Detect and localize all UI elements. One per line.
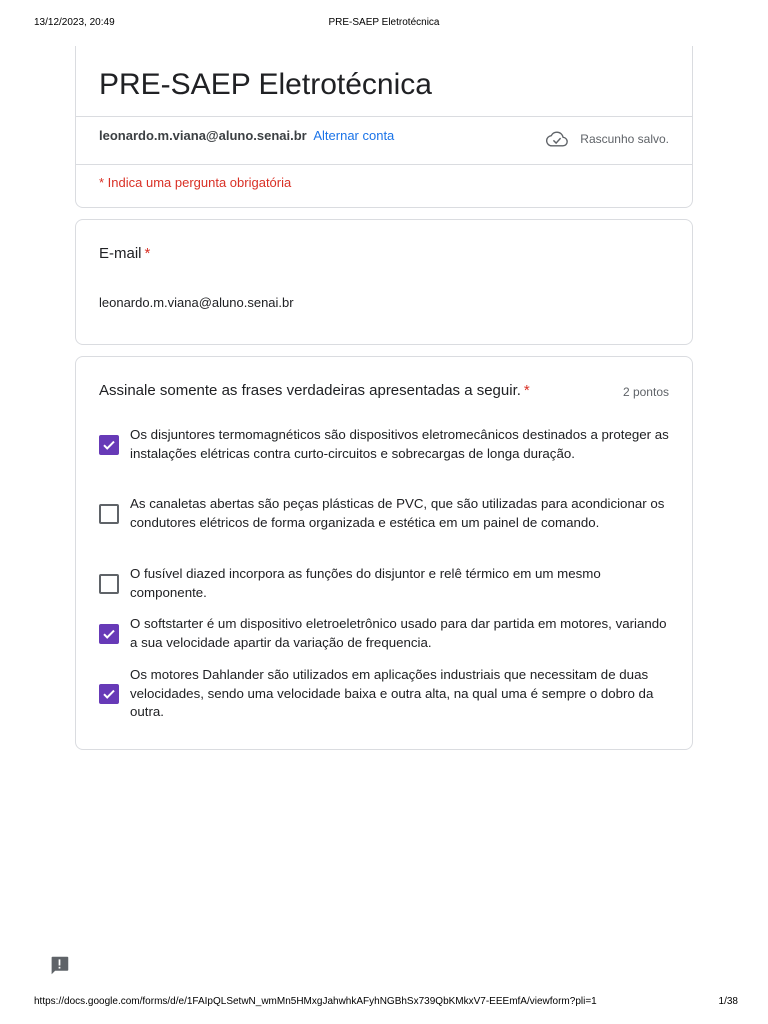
check-icon bbox=[102, 687, 116, 701]
email-question-card bbox=[75, 219, 693, 345]
question-points: 2 pontos bbox=[622, 385, 669, 399]
option-item[interactable] bbox=[99, 666, 669, 722]
cloud-check-icon bbox=[546, 130, 568, 148]
account-row bbox=[99, 127, 394, 145]
feedback-icon[interactable] bbox=[49, 955, 70, 976]
option-item[interactable] bbox=[99, 495, 669, 532]
check-icon bbox=[102, 627, 116, 641]
checkbox[interactable] bbox=[99, 504, 119, 524]
check-icon bbox=[102, 438, 116, 452]
checkbox[interactable] bbox=[99, 574, 119, 594]
option-label: Os motores Dahlander são utilizados em aplicações industriais que necessitam de duas velocidades, sendo uma velocidade baixa e outra alta, na qual uma é sempre o dobro da outra. bbox=[130, 667, 654, 719]
divider bbox=[76, 164, 692, 165]
draft-status bbox=[546, 130, 669, 148]
print-url: https://docs.google.com/forms/d/e/1FAIpQLSetwN_wmMn5HMxgJahwhkAFyhNGBhSx739QbKMkxV7-EEEmfA/viewform?pli=1 bbox=[34, 996, 597, 1007]
question-text: Assinale somente as frases verdadeiras apresentadas a seguir. bbox=[99, 382, 521, 399]
required-asterisk: * bbox=[144, 245, 151, 262]
account-email: leonardo.m.viana@aluno.senai.br bbox=[99, 128, 307, 143]
option-item[interactable] bbox=[99, 426, 669, 463]
draft-status-text: Rascunho salvo. bbox=[580, 132, 669, 146]
checkbox-question-card bbox=[75, 356, 693, 750]
email-field[interactable]: leonardo.m.viana@aluno.senai.br bbox=[99, 295, 294, 310]
checkbox[interactable] bbox=[99, 435, 119, 455]
checkbox[interactable] bbox=[99, 624, 119, 644]
page-number: 1/38 bbox=[718, 996, 738, 1007]
divider bbox=[76, 116, 692, 117]
print-title: PRE-SAEP Eletrotécnica bbox=[328, 17, 440, 28]
option-label: O fusível diazed incorpora as funções do disjuntor e relê térmico em um mesmo componente. bbox=[130, 566, 601, 600]
print-datetime: 13/12/2023, 20:49 bbox=[34, 17, 115, 28]
required-asterisk: * bbox=[523, 382, 530, 399]
option-item[interactable] bbox=[99, 615, 669, 652]
form-title: PRE-SAEP Eletrotécnica bbox=[99, 68, 432, 101]
print-header bbox=[34, 17, 734, 31]
required-note: * Indica uma pergunta obrigatória bbox=[99, 175, 292, 190]
option-label: As canaletas abertas são peças plásticas de PVC, que são utilizadas para acondicionar os condutores elétricos de forma organizada e estética em um painel de comando. bbox=[130, 496, 665, 530]
option-label: O softstarter é um dispositivo eletroeletrônico usado para dar partida em motores, variando a sua velocidade apartir da variação de frequencia. bbox=[130, 616, 667, 650]
email-label: E-mail bbox=[99, 245, 142, 262]
form-header-card bbox=[75, 46, 693, 208]
email-question-title bbox=[99, 244, 150, 264]
checkbox[interactable] bbox=[99, 684, 119, 704]
option-label: Os disjuntores termomagnéticos são dispositivos eletromecânicos destinados a proteger as instalações elétricas contra curto-circuitos e sobrecargas de longa duração. bbox=[130, 427, 669, 461]
switch-account-link[interactable]: Alternar conta bbox=[313, 128, 395, 143]
question-title bbox=[99, 381, 579, 401]
option-item[interactable] bbox=[99, 565, 669, 602]
